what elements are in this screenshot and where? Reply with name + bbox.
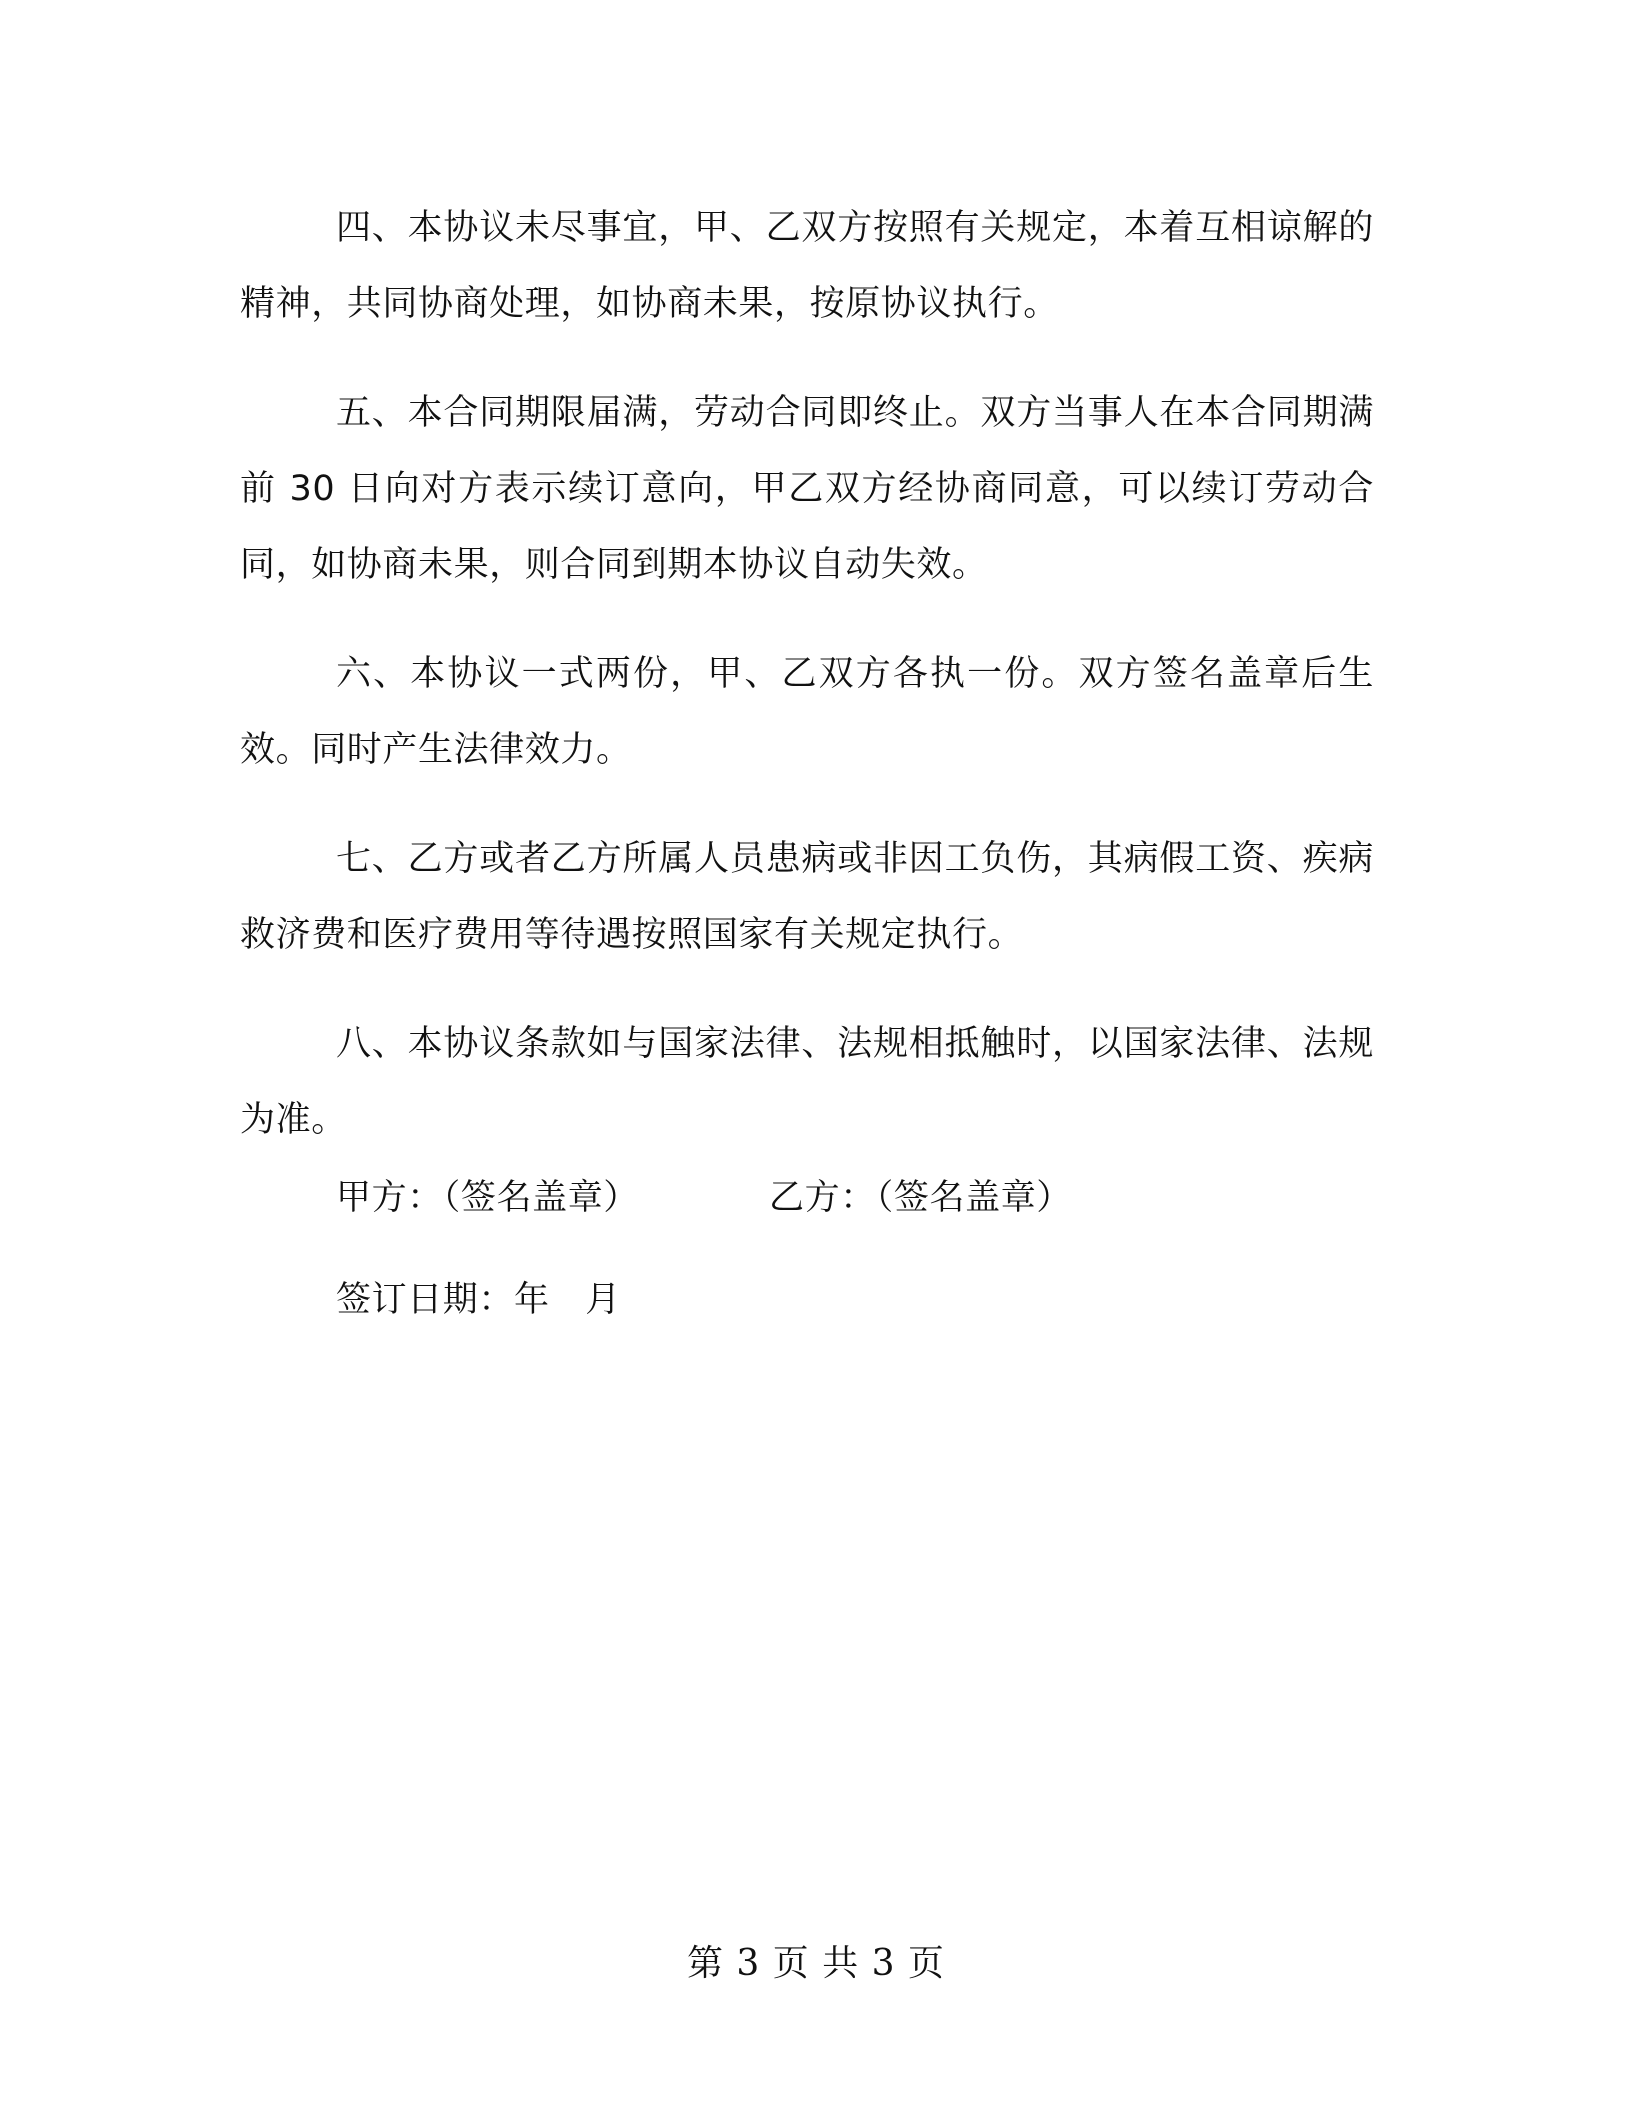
signature-row: [336, 1160, 1236, 1236]
clause-7-text: 七、乙方或者乙方所属人员患病或非因工负伤，其病假工资、疾病救济费和医疗费用等待遇按照国家有关规定执行。: [240, 839, 1374, 955]
clause-paragraph-4: [240, 190, 1374, 342]
clause-6-text: 六、本协议一式两份，甲、乙双方各执一份。双方签名盖章后生效。同时产生法律效力。: [240, 654, 1374, 770]
document-body: [240, 190, 1374, 1191]
clause-paragraph-7: [240, 821, 1374, 973]
clause-4-text: 四、本协议未尽事宜，甲、乙双方按照有关规定，本着互相谅解的精神，共同协商处理，如协商未果，按原协议执行。: [240, 208, 1374, 324]
page-footer: 第 3 页 共 3 页: [686, 1943, 946, 1984]
clause-paragraph-6: [240, 636, 1374, 788]
party-a-signature: 甲方：（签名盖章）: [336, 1178, 639, 1218]
clause-8-text: 八、本协议条款如与国家法律、法规相抵触时，以国家法律、法规为准。: [240, 1024, 1374, 1140]
party-b-signature: 乙方：（签名盖章）: [769, 1178, 1072, 1218]
clause-paragraph-8: [240, 1006, 1374, 1158]
clause-paragraph-5: [240, 375, 1374, 603]
signing-date: 签订日期：年 月: [336, 1280, 621, 1320]
clause-5-text: 五、本合同期限届满，劳动合同即终止。双方当事人在本合同期满前 30 日向对方表示续订意向，甲乙双方经协商同意，可以续订劳动合同，如协商未果，则合同到期本协议自动失效。: [240, 393, 1374, 585]
